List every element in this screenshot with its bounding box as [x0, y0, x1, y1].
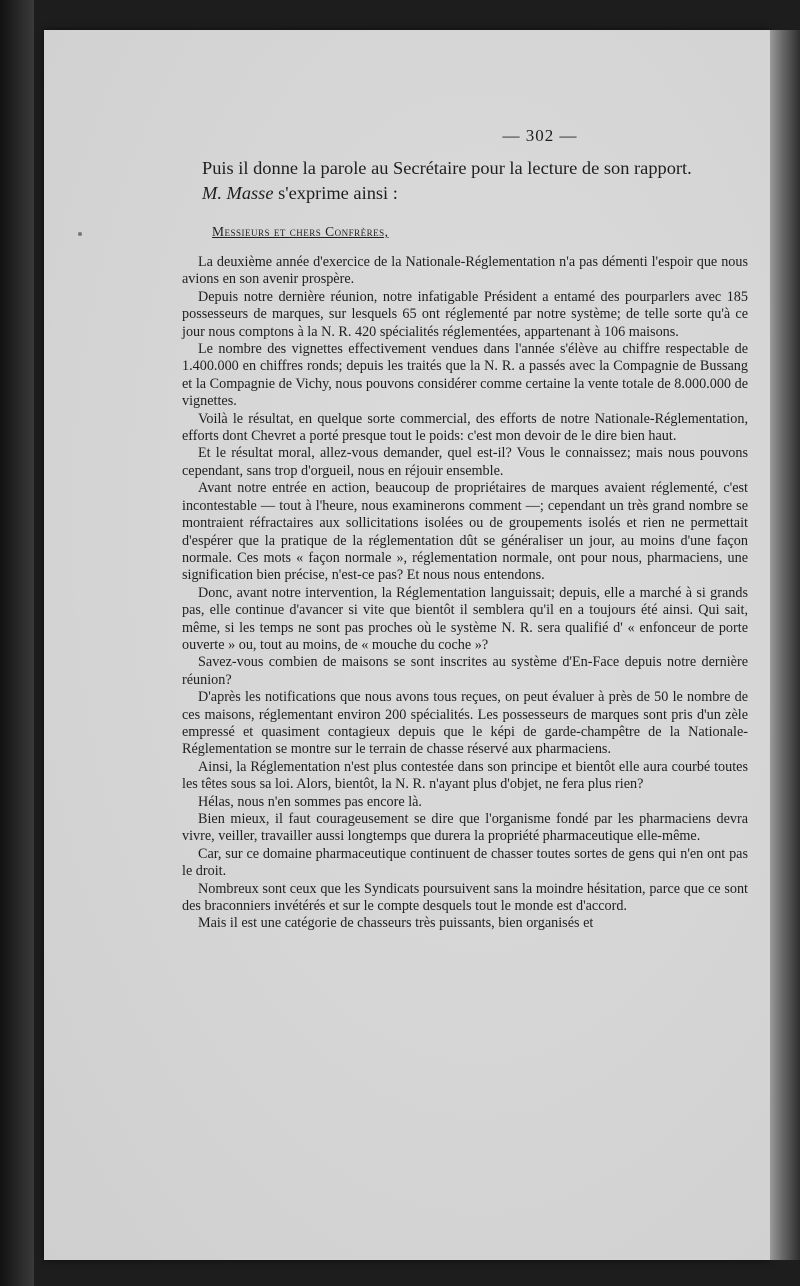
report-body [182, 254, 748, 933]
paragraph: Ainsi, la Réglementation n'est plus contestée dans son principe et bientôt elle aura courbé toutes les têtes sous sa loi. Alors, bientôt, la N. R. n'ayant plus d'objet, ne fera plus rien? [182, 758, 748, 793]
speaker-name: M. Masse [202, 183, 274, 203]
paragraph: Le nombre des vignettes effectivement vendues dans l'année s'élève au chiffre respectable de 1.400.000 en chiffres ronds; depuis les traités que la N. R. a passés avec la Compagnie de Bussang et la Compagnie de Vichy, nous pouvons considérer comme certaine la vente totale de 8.000.000 de vignettes. [182, 341, 748, 410]
paper-speck [78, 232, 82, 236]
paragraph: Savez-vous combien de maisons se sont inscrites au système d'En-Face depuis notre dernière réunion? [182, 654, 748, 688]
paragraph: Avant notre entrée en action, beaucoup de propriétaires de marques avaient réglementé, c'est incontestable — tout à l'heure, nous examinerons comment —; cependant un très grand nombre se montraient réfractaires aux sollicitations isolées ou de groupements isolés et rien ne permettait d'espérer que la pratique de la réglementation dût se généraliser un jour, au moins d'une façon normale. Ces mots « façon normale », réglementation normale, ont pour nous, pharmaciens, une signification bien précise, n'est-ce pas? Et nous nous entendons. [182, 480, 748, 584]
page-edge [770, 30, 800, 1260]
paragraph: Depuis notre dernière réunion, notre infatigable Président a entamé des pourparlers avec 185 possesseurs de marques, sur lesquels 65 ont réglementé par notre système; de telle sorte qu'à ce jour nous comptons à la N. R. 420 spécialités réglementées, appartenant à 106 maisons. [182, 288, 748, 340]
salutation: Messieurs et chers Confrères, [212, 224, 389, 239]
lead-line: Puis il donne la parole au Secrétaire pour la lecture de son rapport. [202, 158, 692, 178]
paragraph: Nombreux sont ceux que les Syndicats poursuivent sans la moindre hésitation, parce que ce sont des braconniers invétérés et sur le compte desquels tout le monde est d'accord. [182, 880, 748, 915]
paragraph: Mais il est une catégorie de chasseurs très puissants, bien organisés et [198, 915, 594, 932]
book-binding [0, 0, 34, 1286]
page-number: — 302 — [502, 126, 578, 145]
paragraph: Et le résultat moral, allez-vous demander, quel est-il? Vous le connaissez; mais nous pouvons cependant, sans trop d'orgueil, nous en réjouir ensemble. [182, 445, 748, 479]
page-content [182, 126, 748, 933]
paragraph: Car, sur ce domaine pharmaceutique continuent de chasser toutes sortes de gens qui n'en ont pas le droit. [182, 845, 748, 880]
paragraph: Donc, avant notre intervention, la Réglementation languissait; depuis, elle a marché à si grands pas, elle continue d'avancer si vite que bientôt il semblera qu'il en a toujours été ainsi. Qui sait, même, si les temps ne sont pas proches où le système N. R. sera qualifié d' « enfonceur de porte ouverte » ou, tout au moins, de « mouche du coche »? [182, 584, 748, 653]
paragraph: Bien mieux, il faut courageusement se dire que l'organisme fondé par les pharmaciens devra vivre, veiller, travailler aussi longtemps que durera la propriété pharmaceutique elle-même. [182, 811, 748, 845]
paragraph: D'après les notifications que nous avons tous reçues, on peut évaluer à près de 50 le nombre de ces maisons, réglementant environ 200 spécialités. Les possesseurs de marques sont pris d'un zèle empressé et quasiment contagieux depuis que le képi de garde-champêtre de la Nationale-Réglementation se montre sur le terrain de chasse réservé aux pharmaciens. [182, 689, 748, 758]
paragraph: La deuxième année d'exercice de la Nationale-Réglementation n'a pas démenti l'espoir que nous avions en son avenir prospère. [182, 254, 748, 288]
paragraph: Hélas, nous n'en sommes pas encore là. [198, 793, 422, 810]
speaker-line-rest: s'exprime ainsi : [273, 183, 398, 203]
speaker-line [202, 181, 748, 206]
paragraph: Voilà le résultat, en quelque sorte commercial, des efforts de notre Nationale-Réglementation, efforts dont Chevret a porté presque tout le poids: c'est mon devoir de le dire bien haut. [182, 410, 748, 445]
